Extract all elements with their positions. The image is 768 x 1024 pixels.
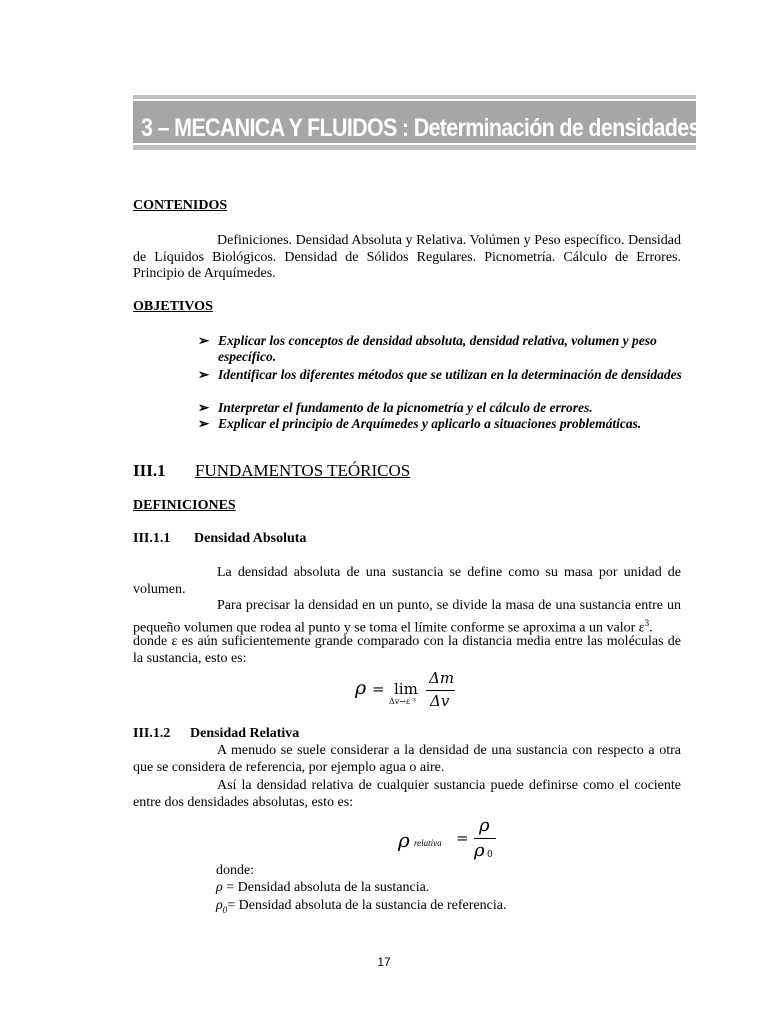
formula-equals: = <box>372 680 385 698</box>
superscript: 3 <box>644 617 650 628</box>
subsection-number: III.1.1 <box>133 531 171 546</box>
formula-numerator: Δm <box>429 669 455 687</box>
objective-item <box>198 400 688 416</box>
fraction-bar <box>426 690 455 691</box>
objective-item <box>198 367 688 383</box>
banner-top-rule <box>133 95 696 99</box>
section-title: FUNDAMENTOS TEÓRICOS <box>195 461 411 480</box>
objective-text: Explicar los conceptos de densidad absoluta, densidad relativa, volumen y peso específico. <box>218 333 657 364</box>
formula-equals: = <box>456 829 469 847</box>
arrow-bullet-icon: ➢ <box>198 367 210 382</box>
paragraph-text: Para precisar la densidad en un punto, se divide la masa de una sustancia entre un pequeño volumen que rodea al punto y se toma el límite conforme se aproxima a un valor ε <box>133 598 681 636</box>
objective-item <box>198 333 688 365</box>
objective-item <box>198 416 688 432</box>
banner-bottom-rule <box>133 145 696 150</box>
donde-label: donde: <box>216 863 255 878</box>
subsection-title: Densidad Relativa <box>190 726 300 741</box>
rho-subscript: 0 <box>222 904 228 915</box>
definition-line <box>216 898 696 918</box>
formula-rho: ρ <box>355 677 367 699</box>
arrow-bullet-icon: ➢ <box>198 416 210 431</box>
paragraph-end: . <box>649 620 653 636</box>
formula-rho: ρ <box>398 828 410 852</box>
paragraph <box>133 598 681 637</box>
banner-bar <box>133 101 700 143</box>
definition-line <box>216 880 696 897</box>
paragraph: La densidad absoluta de una sustancia se define como su masa por unidad de volumen. <box>133 565 681 597</box>
formula-lim: lim <box>394 680 418 698</box>
formula-den-sub: 0 <box>487 850 493 860</box>
paragraph: donde ε es aún suficientemente grande comparado con la distancia media entre las moléculas de la sustancia, esto es: <box>133 634 681 666</box>
formula-lim-sub: Δv→ε ³ <box>389 697 416 706</box>
contenidos-heading: CONTENIDOS <box>133 198 228 213</box>
formula-denominator: ρ <box>474 840 485 861</box>
subsection-title: Densidad Absoluta <box>194 531 307 546</box>
formula-numerator: ρ <box>479 815 490 836</box>
rho-symbol: ρ <box>216 898 223 913</box>
formula-denominator: Δv <box>430 692 450 710</box>
definition-text: = Densidad absoluta de la sustancia. <box>222 880 430 895</box>
objective-text: Explicar el principio de Arquímedes y aplicarlo a situaciones problemáticas. <box>218 416 642 431</box>
objective-text: Interpretar el fundamento de la picnometría y el cálculo de errores. <box>218 400 593 415</box>
objetivos-heading: OBJETIVOS <box>133 299 213 314</box>
subsection-number: III.1.2 <box>133 726 171 741</box>
arrow-bullet-icon: ➢ <box>198 333 210 348</box>
page-title: 3 – MECANICA Y FLUIDOS : Determinación de densidades <box>141 114 700 142</box>
contenidos-text: Definiciones. Densidad Absoluta y Relativa. Volúmen y Peso específico. Densidad de Líquidos Biológicos. Densidad de Sólidos Regulares. Picnometría. Cálculo de Errores. Principio de Arquímedes. <box>133 233 681 281</box>
paragraph: Así la densidad relativa de cualquier sustancia puede definirse como el cociente entre dos densidades absolutas, esto es: <box>133 778 681 810</box>
definiciones-heading: DEFINICIONES <box>133 498 236 513</box>
definition-text: = Densidad absoluta de la sustancia de referencia. <box>227 898 507 913</box>
fraction-bar <box>474 838 496 839</box>
rho-symbol: ρ <box>216 880 223 895</box>
title-banner <box>133 95 700 155</box>
page-number: 17 <box>377 955 391 969</box>
formula-sub-relativa: relativa <box>414 838 442 848</box>
objective-text: Identificar los diferentes métodos que se utilizan en la determinación de densidades <box>218 367 682 382</box>
arrow-bullet-icon: ➢ <box>198 400 210 415</box>
paragraph: A menudo se suele considerar a la densidad de una sustancia con respecto a otra que se considera de referencia, por ejemplo agua o aire. <box>133 743 681 775</box>
section-number: III.1 <box>133 461 166 480</box>
